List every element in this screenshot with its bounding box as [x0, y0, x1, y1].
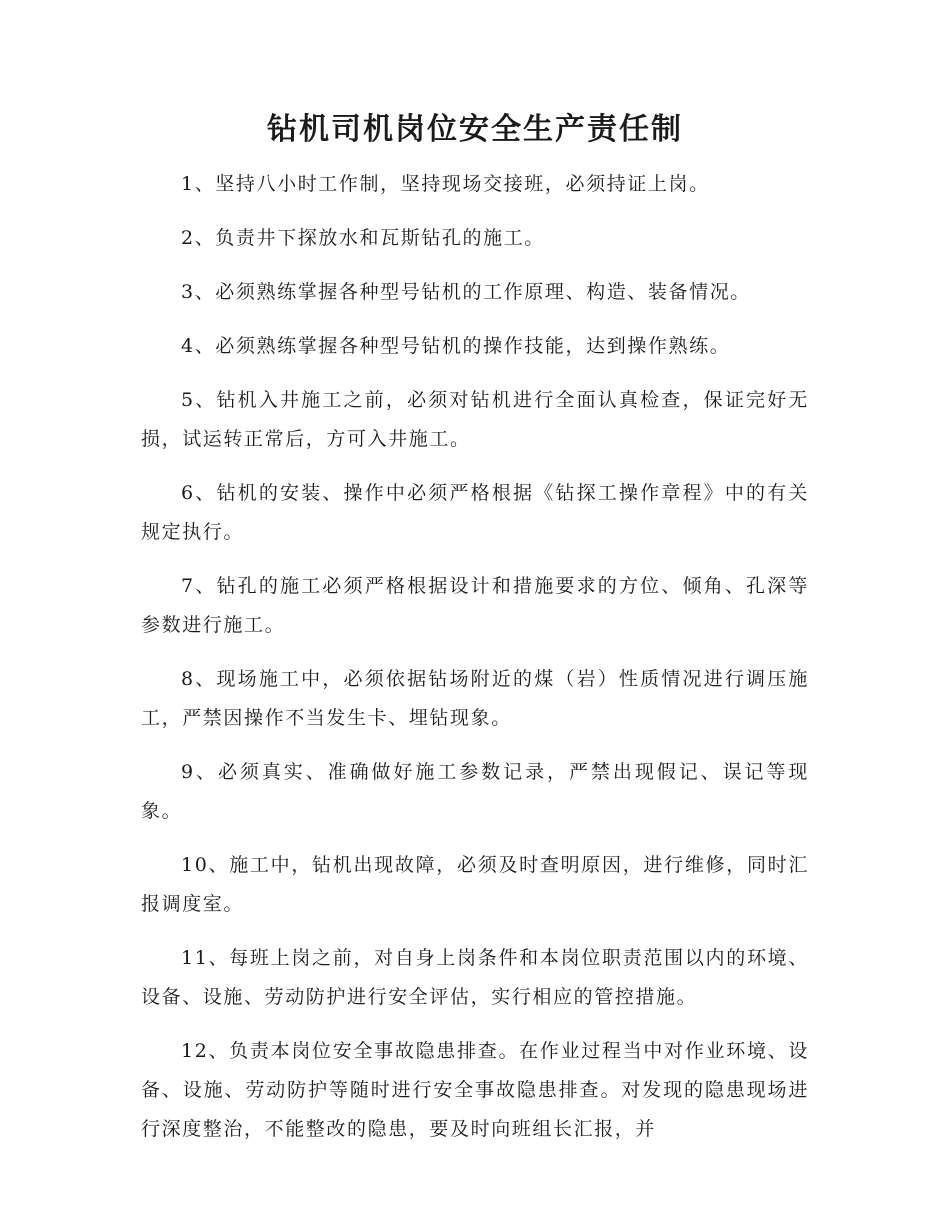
paragraph-12: 12、负责本岗位安全事故隐患排查。在作业过程当中对作业环境、设备、设施、劳动防护等随时进行安全事故隐患排查。对发现的隐患现场进行深度整治，不能整改的隐患，要及时向班组长汇报，并	[141, 1040, 809, 1140]
paragraph-10: 10、施工中，钻机出现故障，必须及时查明原因，进行维修，同时汇报调度室。	[141, 854, 809, 915]
paragraph-3: 3、必须熟练掌握各种型号钻机的工作原理、构造、装备情况。	[181, 281, 751, 303]
document-title: 钻机司机岗位安全生产责任制	[267, 112, 683, 147]
paragraph-7: 7、钻孔的施工必须严格根据设计和措施要求的方位、倾角、孔深等参数进行施工。	[141, 575, 809, 636]
paragraph-5: 5、钻机入井施工之前，必须对钻机进行全面认真检查，保证完好无损，试运转正常后，方可入井施工。	[141, 389, 809, 450]
paragraph-1: 1、坚持八小时工作制，坚持现场交接班，必须持证上岗。	[181, 173, 710, 195]
paragraph-6: 6、钻机的安装、操作中必须严格根据《钻探工操作章程》中的有关规定执行。	[141, 482, 809, 543]
document-body	[141, 165, 809, 1164]
paragraph-4: 4、必须熟练掌握各种型号钻机的操作技能，达到操作熟练。	[181, 335, 731, 357]
paragraph-11: 11、每班上岗之前，对自身上岗条件和本岗位职责范围以内的环境、设备、设施、劳动防护进行安全评估，实行相应的管控措施。	[141, 947, 809, 1008]
paragraph-2: 2、负责井下探放水和瓦斯钻孔的施工。	[181, 227, 545, 249]
paragraph-8: 8、现场施工中，必须依据钻场附近的煤（岩）性质情况进行调压施工，严禁因操作不当发生卡、埋钻现象。	[141, 668, 809, 729]
paragraph-9: 9、必须真实、准确做好施工参数记录，严禁出现假记、误记等现象。	[141, 761, 809, 822]
